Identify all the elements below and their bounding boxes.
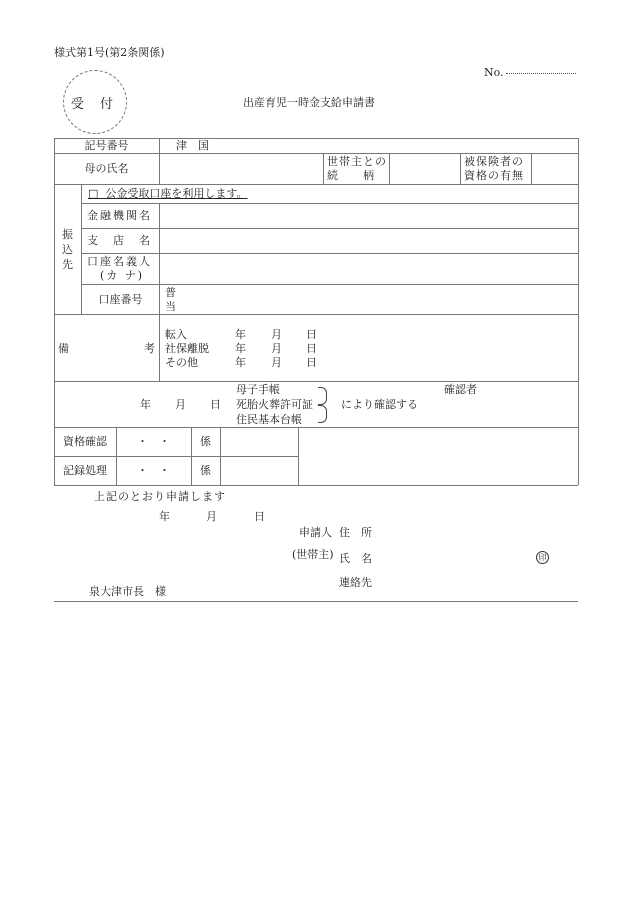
confirm-month: 月 [175,398,186,411]
mother-name-label: 母の氏名 [84,162,129,175]
remarks-month: 月 [271,342,282,355]
grid-line [54,381,578,382]
office-row-label: 記録処理 [63,464,107,477]
account-type-ordinary[interactable]: 普 [165,286,176,299]
grid-line [54,485,578,486]
transfer-section-label-1: 振 [62,228,73,241]
application-year: 年 [159,510,170,523]
application-day: 日 [254,510,265,523]
applicant-label: 申請人 [299,526,332,539]
name-input[interactable] [380,548,530,564]
contact-input[interactable] [380,574,570,590]
document-number-label: No. [484,66,504,79]
mother-name-input[interactable] [160,154,322,183]
remarks-year: 年 [235,328,246,341]
symbol-number-input[interactable] [230,139,575,152]
confirm-year: 年 [140,398,151,411]
remarks-year: 年 [235,356,246,369]
office-row-label: 資格確認 [63,435,107,448]
remarks-item: その他 [165,356,198,369]
grid-line [578,138,579,485]
address-input[interactable] [380,524,570,540]
document-stillbirth-permit: 死胎火葬許可証 [236,398,313,411]
account-holder-label-line2: (カ ナ) [100,269,145,282]
remarks-day: 日 [306,328,317,341]
brace-icon [318,387,327,405]
office-row-staff-input[interactable] [221,457,297,484]
insured-label-line2: 資格の有無 [464,169,524,182]
public-account-text: 公金受取口座を利用します。 [105,187,248,200]
address-label: 住 所 [339,526,372,539]
reception-stamp-label: 受 付 [70,97,120,112]
brace-icon [318,405,327,423]
relation-label-line2: 続 柄 [327,169,375,182]
office-row-staff-label: 係 [200,435,211,448]
public-account-checkbox[interactable]: □ [88,187,99,200]
account-holder-label-line1: 口座名義人 [87,255,152,268]
branch-name-input[interactable] [160,229,577,252]
remarks-item: 社保離脱 [165,342,209,355]
relation-input[interactable] [390,154,459,183]
transfer-section-label-2: 込 [62,243,73,256]
confirm-text: により確認する [341,398,418,411]
grid-line [159,314,160,381]
remarks-day: 日 [306,356,317,369]
account-number-label: 口座番号 [98,293,143,306]
office-row-staff-input[interactable] [221,428,297,455]
grid-line [54,427,578,428]
remarks-month: 月 [271,356,282,369]
page-title: 出産育児一時金支給申請書 [243,96,375,109]
footer-divider [54,601,578,602]
form-number: 様式第1号(第2条関係) [54,46,165,59]
seal-icon: 印 [536,551,549,564]
addressee: 泉大津市長 様 [89,585,166,598]
application-month: 月 [206,510,217,523]
grid-line [54,184,578,185]
grid-line [460,153,461,184]
document-resident-register: 住民基本台帳 [236,413,302,426]
householder-label: (世帯主) [292,548,334,561]
symbol-number-label: 記号番号 [84,139,129,152]
public-account-option[interactable] [88,187,248,200]
account-holder-input[interactable] [160,254,577,283]
insured-status-input[interactable] [532,154,577,183]
transfer-section-label-3: 先 [62,258,73,271]
document-mother-child-handbook: 母子手帳 [236,383,280,396]
remarks-day: 日 [306,342,317,355]
relation-label-line1: 世帯主との [327,155,387,168]
declaration-text: 上記のとおり申請します [94,490,226,503]
grid-line [323,153,324,184]
account-type-current[interactable]: 当 [165,300,176,313]
office-row-date[interactable]: ・ ・ [137,464,170,477]
contact-label: 連絡先 [339,576,372,589]
remarks-month: 月 [271,328,282,341]
remarks-label-right: 考 [144,342,155,355]
confirmer-label: 確認者 [444,383,477,396]
remarks-label-left: 備 [58,342,69,355]
grid-line [298,427,299,485]
insured-label-line1: 被保険者の [464,155,524,168]
branch-name-label: 支 店 名 [87,234,152,247]
account-number-input[interactable] [180,285,577,313]
reception-stamp-area [63,70,127,134]
bank-name-input[interactable] [160,204,577,227]
grid-line [54,138,55,485]
symbol-number-value: 津 国 [176,139,209,152]
remarks-item: 転入 [165,328,187,341]
document-number [484,66,576,79]
grid-line [54,314,578,315]
confirm-day: 日 [210,398,221,411]
name-label: 氏 名 [339,552,372,565]
office-row-date[interactable]: ・ ・ [137,435,170,448]
remarks-year: 年 [235,342,246,355]
bank-name-label: 金融機関名 [87,209,152,222]
office-row-staff-label: 係 [200,464,211,477]
document-number-field[interactable] [506,73,576,74]
